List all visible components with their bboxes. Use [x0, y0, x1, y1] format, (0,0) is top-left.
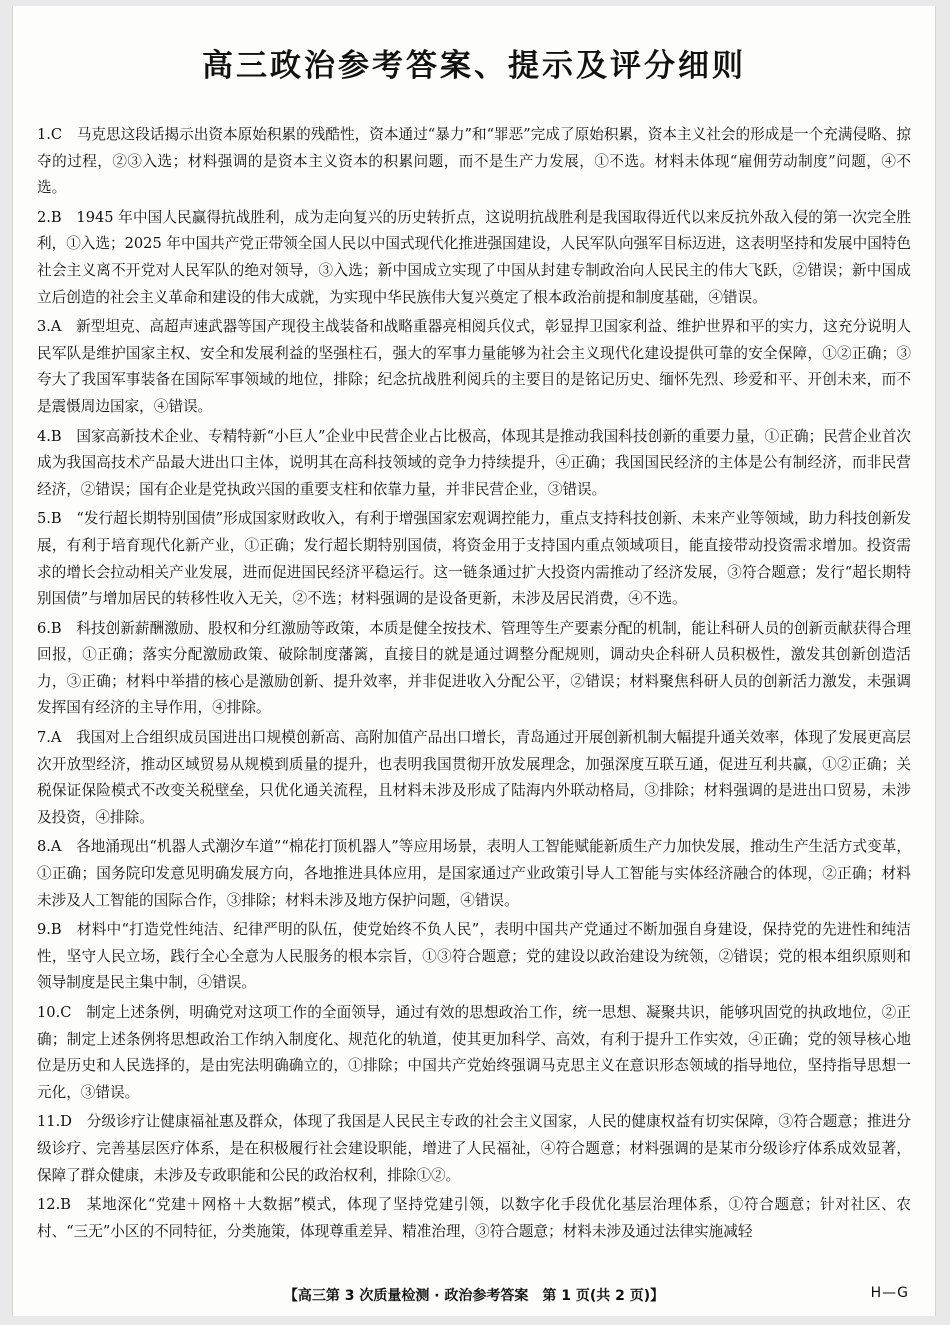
answer-item-5: 5.B “发行超长期特别国债”形成国家财政收入，有利于增强国家宏观调控能力，重点支持科技创新、未来产业等领域，助力科技创新发展，有利于培育现代化新产业，①正确；发行超长期特别国债，将资金用于支持国内重点领域项目，能直接带动投资需求增加。投资需求的增长会拉动相关产业发展，进而促进国民经济平稳运行。这一链条通过扩大投资内需推动了经济发展，③符合题意；发行“超长期特别国债”与增加居民的转移性收入无关，②不选；材料强调的是设备更新，未涉及居民消费，④不选。 — [37, 510, 911, 608]
page-title: 高三政治参考答案、提示及评分细则 — [202, 48, 746, 84]
answer-list — [37, 122, 911, 1248]
answer-item-9: 9.B 材料中“打造党性纯洁、纪律严明的队伍，使党始终不负人民”，表明中国共产党通过不断加强自身建设，保持党的先进性和纯洁性，坚守人民立场，践行全心全意为人民服务的根本宗旨，①③符合题意；党的建设以政治建设为统领，②错误；党的根本组织原则和领导制度是民主集中制，④错误。 — [37, 921, 911, 992]
answer-item-8: 8.A 各地涌现出“机器人式潮汐车道”“棉花打顶机器人”等应用场景，表明人工智能赋能新质生产力加快发展，推动生产生活方式变革，①正确；国务院印发意见明确发展方向，各地推进具体应用，是国家通过产业政策引导人工智能与实体经济融合的体现，②正确；材料未涉及人工智能的国际合作，③排除；材料未涉及地方保护问题，④错误。 — [37, 838, 911, 909]
answer-item-10: 10.C 制定上述条例，明确党对这项工作的全面领导，通过有效的思想政治工作，统一思想、凝聚共识，能够巩固党的执政地位，②正确；制定上述条例将思想政治工作纳入制度化、规范化的轨道，使其更加科学、高效，有利于提升工作实效，④正确；党的领导核心地位是历史和人民选择的，是由宪法明确确立的，①排除；中国共产党始终强调马克思主义在意识形态领域的指导地位，坚持指导思想一元化，③错误。 — [37, 1004, 911, 1101]
answer-key-page — [12, 6, 936, 1316]
answer-item-12: 12.B 某地深化“党建＋网格＋大数据”模式，体现了坚持党建引领，以数字化手段优化基层治理体系，①符合题意；针对社区、农村、“三无”小区的不同特征，分类施策，体现尊重差异、精准治理，③符合题意；材料未涉及通过法律实施减轻 — [37, 1196, 911, 1240]
footer-page-info: 【高三第 3 次质量检测 · 政治参考答案 第 1 页(共 2 页)】 — [283, 1288, 665, 1304]
answer-item-11: 11.D 分级诊疗让健康福祉惠及群众，体现了我国是人民民主专政的社会主义国家，人民的健康权益有切实保障，③符合题意；推进分级诊疗、完善基层医疗体系，是在积极履行社会建设职能，增进了人民福祉，④符合题意；材料强调的是某市分级诊疗体系成效显著，保障了群众健康，未涉及专政职能和公民的政治权利，排除①②。 — [37, 1113, 911, 1184]
answer-item-3: 3.A 新型坦克、高超声速武器等国产现役主战装备和战略重器亮相阅兵仪式，彰显捍卫国家利益、维护世界和平的实力，这充分说明人民军队是维护国家主权、安全和发展利益的坚强柱石，强大的军事力量能够为社会主义现代化建设提供可靠的安全保障，①②正确；③夸大了我国军事装备在国际军事领域的地位，排除；纪念抗战胜利阅兵的主要目的是铭记历史、缅怀先烈、珍爱和平、开创未来，而不是震慑周边国家，④错误。 — [37, 318, 911, 415]
answer-item-1: 1.C 马克思这段话揭示出资本原始积累的残酷性，资本通过“暴力”和“罪恶”完成了原始积累，资本主义社会的形成是一个充满侵略、掠夺的过程，②③入选；材料强调的是资本主义资本的积累问题，而不是生产力发展，①不选。材料未体现“雇佣劳动制度”问题，④不选。 — [37, 126, 911, 197]
answer-item-2: 2.B 1945 年中国人民赢得抗战胜利，成为走向复兴的历史转折点，这说明抗战胜利是我国取得近代以来反抗外敌入侵的第一次完全胜利，①入选；2025 年中国共产党正带领全国人民以中国式现代化推进强国建设，人民军队向强军目标迈进，这表明坚持和发展中国特色社会主义离不开党对人民军队的绝对领导，③入选；新中国成立实现了中国从封建专制政治向人民民主的伟大飞跃，②错误；新中国成立后创造的社会主义革命和建设的伟大成就，为实现中华民族伟大复兴奠定了根本政治前提和制度基础，④错误。 — [37, 208, 911, 306]
answer-item-7: 7.A 我国对上合组织成员国进出口规模创新高、高附加值产品出口增长，青岛通过开展创新机制大幅提升通关效率，体现了发展更高层次开放型经济，推动区域贸易从规模到质量的提升，也表明我国贯彻开放发展理念，加强深度互联互通，促进互利共赢，①②正确；关税保证保险模式不改变关税壁垒，只优化通关流程，且材料未涉及形成了陆海内外联动格局，③排除；材料强调的是进出口贸易，未涉及投资，④排除。 — [37, 729, 911, 826]
answer-item-4: 4.B 国家高新技术企业、专精特新“小巨人”企业中民营企业占比极高，体现其是推动我国科技创新的重要力量，①正确；民营企业首次成为我国高技术产品最大进出口主体，说明其在高科技领域的竞争力持续提升，④正确；我国国民经济的主体是公有制经济，而非民营经济，②错误；国有企业是党执政兴国的重要支柱和依靠力量，并非民营企业，③错误。 — [37, 427, 911, 498]
answer-item-6: 6.B 科技创新薪酬激励、股权和分红激励等政策，本质是健全按技术、管理等生产要素分配的机制，能让科研人员的创新贡献获得合理回报，①正确；落实分配激励政策、破除制度藩篱，直接目的就是通过调整分配规则，调动央企科研人员积极性，激发其创新创造活力，③正确；材料中举措的核心是激励创新、提升效率，并非促进收入分配公平，②错误；材料聚焦科研人员的创新活力激发，未强调发挥国有经济的主导作用，④排除。 — [37, 619, 911, 717]
footer-code: H—G — [870, 1285, 909, 1301]
